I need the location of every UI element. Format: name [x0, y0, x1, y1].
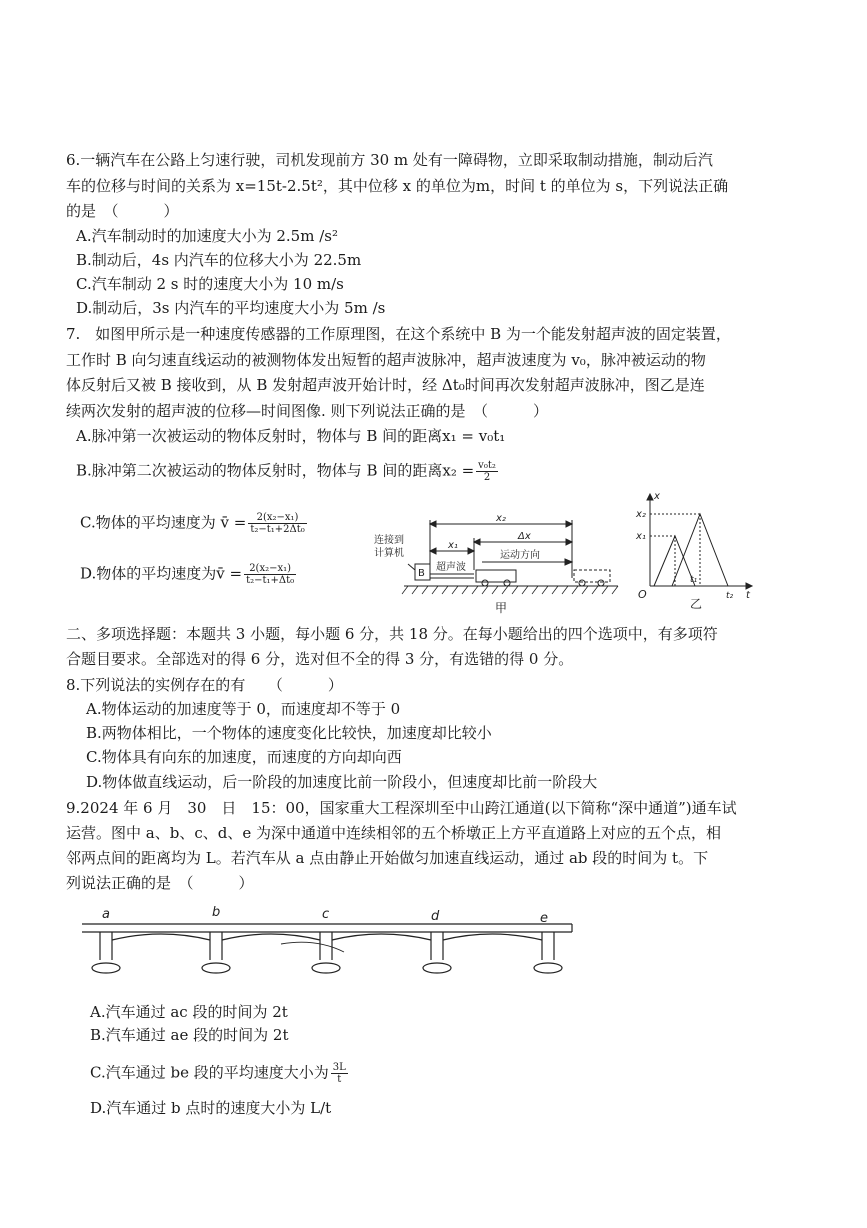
fraction-denominator: t [337, 1074, 342, 1085]
yi-tick-t2: t₂ [726, 591, 734, 601]
q6-option-a: A.汽车制动时的加速度大小为 2.5m /s² [76, 227, 338, 245]
q7-option-b-text: B.脉冲第二次被运动的物体反射时，物体与 B 间的距离 [76, 461, 443, 480]
fraction-numerator: 2(x₂−x₁) [248, 512, 306, 524]
yi-tick-t1: t₁ [690, 575, 698, 585]
q9-option-c-text: C.汽车通过 be 段的平均速度大小为 [90, 1063, 329, 1082]
fraction-numerator: 3L [332, 1062, 346, 1073]
jia-caption: 甲 [495, 601, 508, 615]
fraction-numerator: v₀t₂ [478, 460, 496, 471]
jia-label-computer-2: 计算机 [374, 548, 404, 559]
bridge-point-a: a [102, 907, 110, 922]
figure-yi-xt-graph [632, 490, 760, 612]
bridge-point-d: d [431, 909, 440, 924]
jia-label-b: B [418, 568, 425, 579]
q8-option-c: C.物体具有向东的加速度，而速度的方向却向西 [86, 748, 402, 766]
bridge-point-b: b [212, 905, 221, 920]
q7-option-a-formula: x₁ = v₀t₁ [442, 427, 506, 445]
q7-option-d [80, 563, 296, 586]
q7-option-c-text: C.物体的平均速度为 [80, 513, 216, 532]
q7-option-b [76, 460, 498, 483]
q7-option-d-text: D.物体的平均速度为 [80, 564, 217, 583]
q7-option-d-fraction [244, 563, 296, 586]
q7-stem-line-2: 工作时 B 向匀速直线运动的被测物体发出短暂的超声波脉冲，超声波速度为 v₀，脉冲被运动的物 [66, 351, 706, 369]
q6-stem-line-2: 车的位移与时间的关系为 x=15t-2.5t²，其中位移 x 的单位为m，时间 t 的单位为 s，下列说法正确 [66, 177, 729, 195]
figure-bridge-piers [76, 900, 576, 984]
q8-option-d: D.物体做直线运动，后一阶段的加速度比前一阶段小，但速度却比前一阶段大 [86, 773, 598, 791]
yi-axis-t-label: t [746, 590, 750, 601]
fraction-denominator: t₂−t₁+2Δt₀ [250, 524, 305, 535]
q9-option-c [90, 1062, 348, 1085]
figure-jia-sensor-diagram [370, 512, 630, 616]
q7-stem-line-4: 续两次发射的超声波的位移—时间图像. 则下列说法正确的是 （ ） [66, 402, 549, 420]
q8-option-b: B.两物体相比，一个物体的速度变化比较快，加速度却比较小 [86, 724, 492, 742]
fraction-numerator: 2(x₂−x₁) [244, 563, 296, 575]
q9-option-c-fraction [331, 1062, 348, 1085]
yi-caption: 乙 [690, 597, 703, 611]
q9-stem-line-3: 邻两点间的距离均为 L。若汽车从 a 点由静止开始做匀加速直线运动，通过 ab 段的时间为 t。下 [66, 849, 709, 867]
q9-stem-line-4: 列说法正确的是 （ ） [66, 874, 254, 892]
jia-label-dx: Δx [518, 531, 531, 542]
q6-option-d: D.制动后，3s 内汽车的平均速度大小为 5m /s [76, 299, 386, 317]
jia-label-computer-1: 连接到 [374, 535, 404, 546]
q7-option-a-text: A.脉冲第一次被运动的物体反射时，物体与 B 间的距离 [76, 427, 443, 445]
q7-option-a [76, 426, 505, 446]
q6-stem-line-1: 6.一辆汽车在公路上匀速行驶，司机发现前方 30 m 处有一障碍物，立即采取制动措施，制动后汽 [66, 151, 713, 169]
q7-option-c-fraction [248, 512, 306, 535]
q7-option-b-lhs: x₂ = [442, 461, 475, 480]
bridge-point-c: c [322, 907, 330, 922]
q7-option-c-lhs: v̄ = [220, 513, 247, 532]
jia-label-x2: x₂ [496, 513, 506, 524]
section2-header-line-2: 合题目要求。全部选对的得 6 分，选对但不全的得 3 分，有选错的得 0 分。 [66, 650, 574, 668]
jia-label-x1: x₁ [448, 540, 458, 551]
q6-option-c: C.汽车制动 2 s 时的速度大小为 10 m/s [76, 275, 344, 293]
q9-option-b: B.汽车通过 ae 段的时间为 2t [90, 1026, 289, 1044]
q7-stem-line-3: 体反射后又被 B 接收到，从 B 发射超声波开始计时，经 Δt₀时间再次发射超声波脉冲，图乙是连 [66, 376, 705, 394]
q8-stem: 8.下列说法的实例存在的有 （ ） [66, 676, 343, 694]
yi-tick-x1: x₁ [636, 531, 646, 542]
jia-label-direction: 运动方向 [500, 550, 540, 561]
bridge-point-e: e [540, 911, 548, 926]
yi-tick-x2: x₂ [636, 509, 646, 520]
yi-origin-label: O [638, 588, 647, 601]
q9-stem-line-1: 9.2024 年 6 月 30 日 15：00，国家重大工程深圳至中山跨江通道(以下简称“深中通道”)通车试 [66, 799, 737, 817]
q9-option-a: A.汽车通过 ac 段的时间为 2t [90, 1003, 288, 1021]
jia-label-wave: 超声波 [436, 562, 466, 573]
q7-stem-line-1: 7. 如图甲所示是一种速度传感器的工作原理图，在这个系统中 B 为一个能发射超声波的固定装置， [66, 325, 731, 343]
q6-option-b: B.制动后，4s 内汽车的位移大小为 22.5m [76, 251, 362, 269]
q7-option-d-lhs: v̄ = [216, 564, 243, 583]
fraction-denominator: t₂−t₁+Δt₀ [246, 575, 295, 586]
yi-axis-x-label: x [654, 491, 660, 502]
q7-option-b-fraction [476, 460, 498, 483]
q9-stem-line-2: 运营。图中 a、b、c、d、e 为深中通道中连续相邻的五个桥墩正上方平直道路上对应的五个点，相 [66, 824, 721, 842]
section2-header-line-1: 二、多项选择题：本题共 3 小题，每小题 6 分，共 18 分。在每小题给出的四个选项中，有多项符 [66, 625, 718, 643]
fraction-denominator: 2 [483, 472, 491, 483]
q8-option-a: A.物体运动的加速度等于 0，而速度却不等于 0 [86, 700, 401, 718]
q7-option-c [80, 512, 307, 535]
q6-stem-line-3: 的是 （ ） [66, 202, 179, 220]
q9-option-d: D.汽车通过 b 点时的速度大小为 L/t [90, 1099, 332, 1117]
